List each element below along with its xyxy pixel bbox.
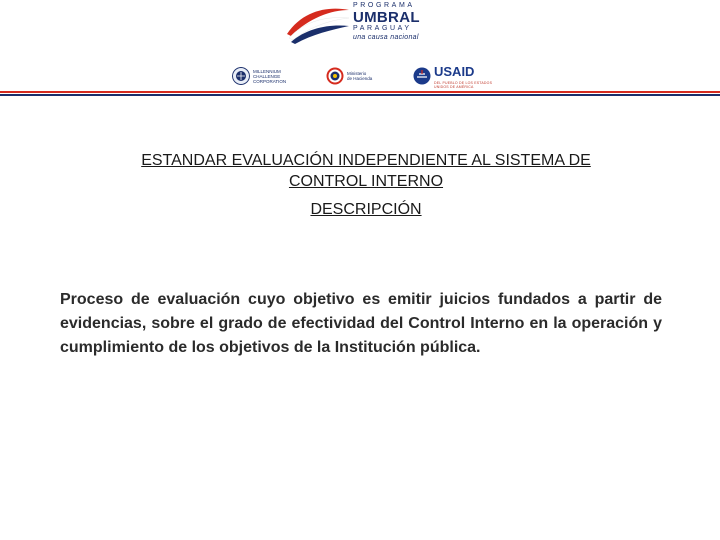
hacienda-logo: [326, 66, 372, 86]
programa-umbral-logo: [285, 2, 445, 46]
description-body: Proceso de evaluación cuyo objetivo es emitir juicios fundados a partir de evidencias, sobre el grado de efectividad del Control Interno en la operación y cumplimiento de los objetivos de la Institución pública.: [60, 291, 662, 356]
brand-top: PROGRAMA: [353, 2, 415, 9]
brand-main: UMBRAL: [353, 9, 420, 26]
flag-swoosh-icon: [285, 4, 351, 44]
header-stripe-blue: [0, 94, 720, 96]
title-line-1: ESTANDAR EVALUACIÓN INDEPENDIENTE AL SISTEMA DE: [141, 152, 591, 169]
title-block: [60, 150, 672, 220]
brand-slogan: una causa nacional: [353, 34, 419, 41]
partner-logos: [0, 66, 720, 88]
brand-bottom: PARAGUAY: [353, 25, 412, 32]
description-heading: DESCRIPCIÓN: [310, 201, 422, 218]
mcc-logo: [232, 66, 286, 86]
paraguay-seal-icon: [326, 67, 344, 85]
mcc-seal-icon: [232, 67, 250, 85]
usaid-word: USAID: [434, 64, 475, 79]
usaid-text: [431, 63, 492, 89]
hacienda-name: Ministerio de Hacienda: [347, 71, 373, 81]
usaid-subtitle: DEL PUEBLO DE LOS ESTADOS UNIDOS DE AMÉRICA: [434, 81, 493, 89]
usaid-seal-icon: [413, 67, 431, 85]
title-line-2: CONTROL INTERNO: [288, 173, 444, 190]
mcc-name: MILLENNIUM CHALLENGE CORPORATION: [253, 68, 287, 84]
usaid-logo: [413, 64, 493, 89]
brand-text: [353, 2, 443, 43]
header-stripe-red: [0, 91, 720, 93]
